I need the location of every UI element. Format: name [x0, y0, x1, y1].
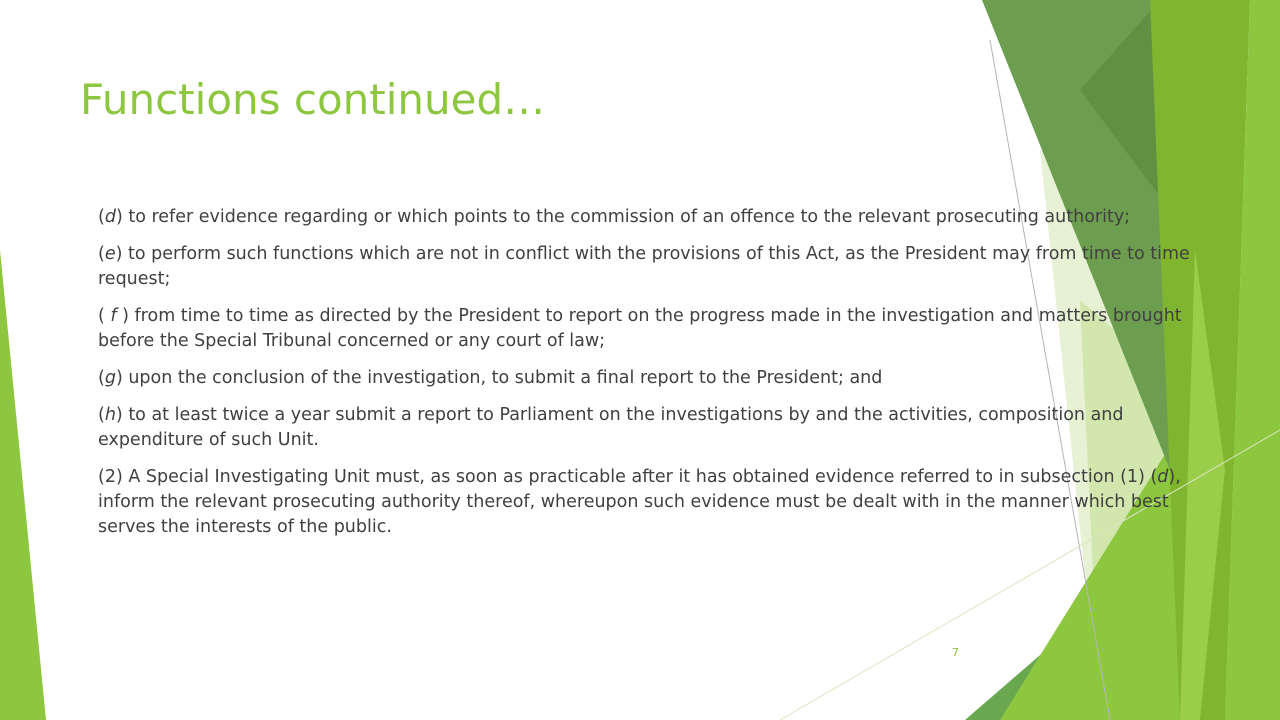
- subsection-text-part2: ), inform the relevant prosecuting authority thereof, whereupon such evidence must be dealt with in the manner which best serves the interests of the public.: [98, 467, 1181, 537]
- clause-open-paren: (: [98, 207, 105, 227]
- subsection-text-part1: (2) A Special Investigating Unit must, as soon as practicable after it has obtained evidence referred to in subsection (1) (: [98, 467, 1158, 487]
- clause-open-paren: (: [98, 306, 111, 326]
- clause-text: to at least twice a year submit a report to Parliament on the investigations by and the activities, composition and expenditure of such Unit.: [98, 405, 1124, 450]
- clause-text: to perform such functions which are not in conflict with the provisions of this Act, as the President may from time to time request;: [98, 244, 1190, 289]
- page-number: 7: [952, 646, 959, 659]
- clause-g: [98, 366, 1198, 391]
- clause-open-paren: (: [98, 405, 105, 425]
- clause-open-paren: (: [98, 244, 105, 264]
- clause-text: upon the conclusion of the investigation, to submit a final report to the President; and: [122, 368, 883, 388]
- clause-label: f: [110, 306, 117, 326]
- clause-h: [98, 403, 1198, 453]
- clause-close-paren: ): [115, 405, 123, 425]
- clause-label: g: [104, 368, 116, 388]
- clause-text: to refer evidence regarding or which points to the commission of an offence to the relevant prosecuting authority;: [122, 207, 1131, 227]
- clause-f: [98, 304, 1198, 354]
- clause-label: h: [104, 405, 116, 425]
- clause-d: [98, 205, 1198, 230]
- clause-label: d: [104, 207, 116, 227]
- clause-close-paren: ): [116, 306, 129, 326]
- subsection-label: d: [1157, 467, 1169, 487]
- clause-close-paren: ): [115, 207, 123, 227]
- clause-text: from time to time as directed by the President to report on the progress made in the investigation and matters brought before the Special Tribunal concerned or any court of law;: [98, 306, 1182, 351]
- clause-close-paren: ): [115, 244, 123, 264]
- clause-open-paren: (: [98, 368, 105, 388]
- subsection-2: [98, 465, 1198, 540]
- left-green-triangle: [0, 250, 46, 720]
- clause-close-paren: ): [115, 368, 123, 388]
- slide-title: Functions continued…: [80, 75, 546, 124]
- clause-e: [98, 242, 1198, 292]
- slide-body: [98, 205, 1198, 552]
- clause-label: e: [104, 244, 116, 264]
